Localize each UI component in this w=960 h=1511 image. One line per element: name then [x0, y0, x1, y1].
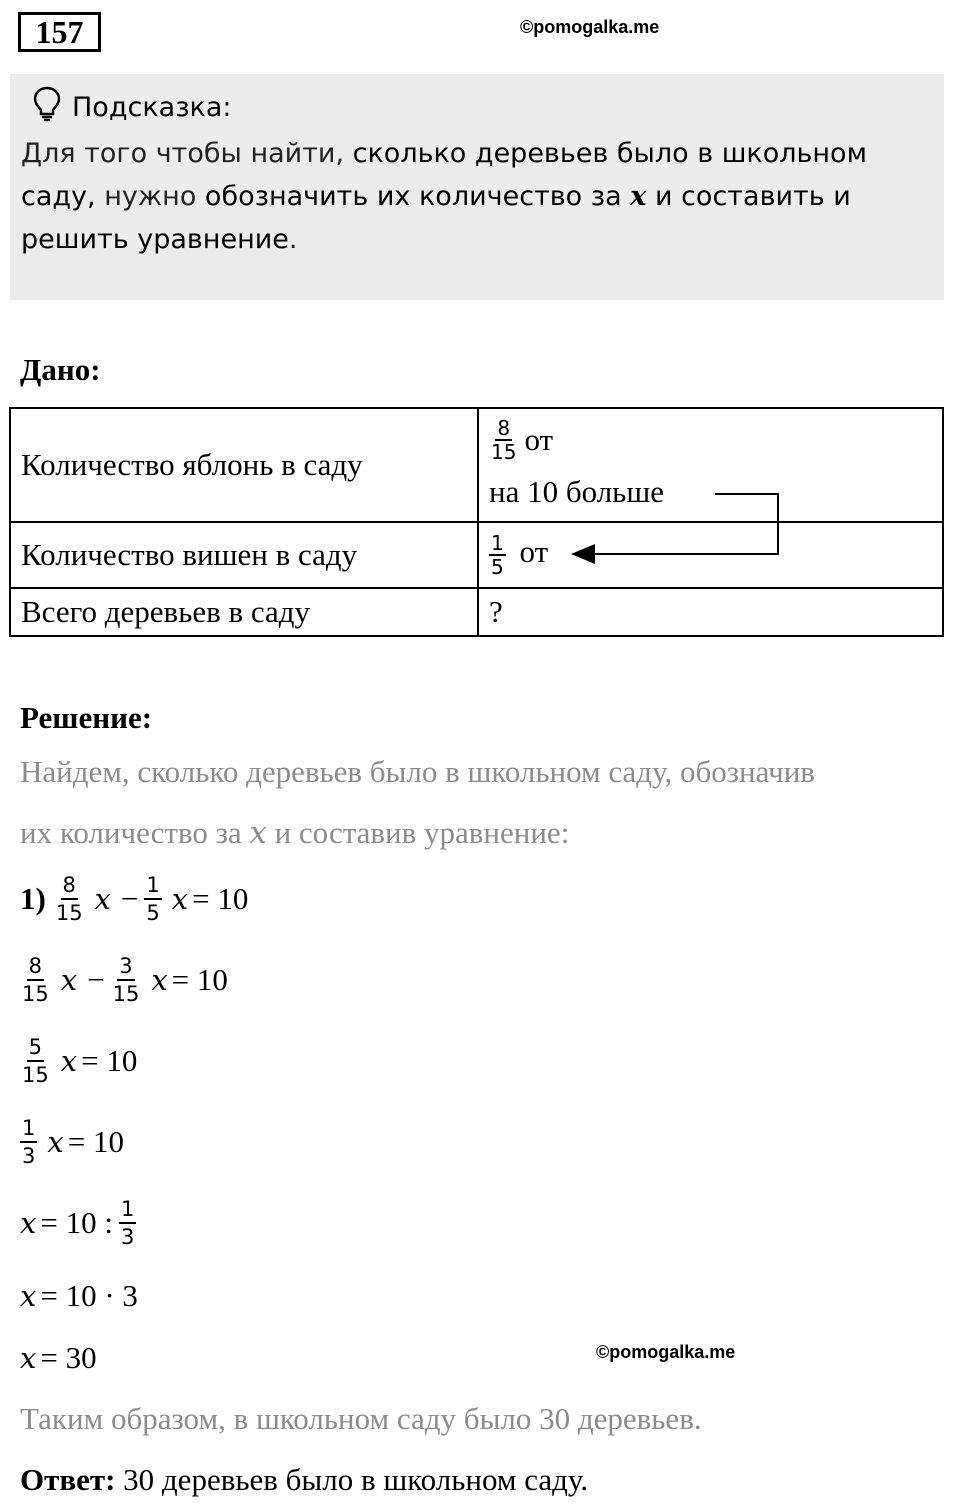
row-label: Всего деревьев в саду [10, 588, 478, 636]
fraction: $\frac{1}{3}$ [120, 1197, 135, 1249]
fraction: $\frac{8}{15}$ [55, 873, 83, 925]
fraction: $\frac{8}{15}$ [491, 416, 517, 464]
conclusion: Таким образом, в школьном саду было 30 деревьев. [20, 1401, 702, 1436]
row-value [478, 522, 943, 588]
hint-text: . [288, 224, 298, 255]
hint-text-emph: сколько деревьев было в школьном саду, [21, 138, 867, 212]
equation-line: $\frac{8}{15}$ x − $\frac{3}{15}$ x = 10 [22, 954, 228, 1006]
equation-line: x = 10 · 3 [20, 1278, 138, 1313]
row-label: Количество вишен в саду [10, 522, 478, 588]
equation-line: 1) $\frac{8}{15}$ x − $\frac{1}{5}$ x = 10 [20, 873, 249, 925]
equation-line: x = 30 [20, 1340, 97, 1375]
solution-intro-line: их количество за x и составив уравнение: [20, 815, 570, 851]
fraction: $\frac{3}{15}$ [112, 954, 140, 1006]
row-extra: на 10 больше [489, 474, 664, 509]
solution-heading: Решение: [20, 700, 153, 735]
answer-text: 30 деревьев было в школьном саду. [115, 1462, 589, 1497]
row-suffix: от [519, 534, 549, 570]
equation-line: $\frac{1}{3}$ x = 10 [22, 1116, 124, 1168]
watermark: ©pomogalka.me [520, 17, 660, 37]
table-row [10, 408, 943, 522]
hint-box [10, 74, 944, 300]
fraction: $\frac{1}{3}$ [22, 1116, 36, 1168]
row-value: ? [478, 588, 943, 636]
hint-body [21, 132, 931, 261]
row-value [478, 408, 943, 522]
hint-title [32, 86, 232, 129]
hint-text: нужно [95, 181, 205, 212]
step-label: 1) [20, 881, 46, 916]
hint-variable: x [630, 181, 647, 212]
fraction: $\frac{8}{15}$ [22, 954, 49, 1006]
row-suffix: от [524, 422, 554, 457]
equation-line: $\frac{5}{15}$ x = 10 [22, 1035, 138, 1087]
row-label: Количество яблонь в саду [10, 408, 478, 522]
given-heading: Дано: [20, 352, 101, 387]
answer [20, 1462, 588, 1498]
task-number: 157 [18, 12, 101, 52]
equation-line: x = 10 : $\frac{1}{3}$ [20, 1197, 135, 1249]
hint-text-emph: обозначить их количество за [204, 181, 631, 212]
solution-intro-line: Найдем, сколько деревьев было в школьном саду, обозначив [20, 754, 815, 789]
watermark: ©pomogalka.me [596, 1342, 736, 1362]
fraction: $\frac{1}{5}$ [491, 531, 504, 579]
hint-title-text: Подсказка: [72, 92, 232, 123]
table-row [10, 588, 943, 636]
hint-text-emph: и составить и решить уравнение [21, 181, 851, 255]
fraction: $\frac{5}{15}$ [22, 1035, 49, 1087]
given-table [9, 407, 944, 637]
table-row [10, 522, 943, 588]
fraction: $\frac{1}{5}$ [146, 873, 160, 925]
answer-label: Ответ: [20, 1462, 116, 1497]
lightbulb-icon [32, 86, 62, 129]
hint-text: Для того чтобы найти, [21, 138, 353, 169]
